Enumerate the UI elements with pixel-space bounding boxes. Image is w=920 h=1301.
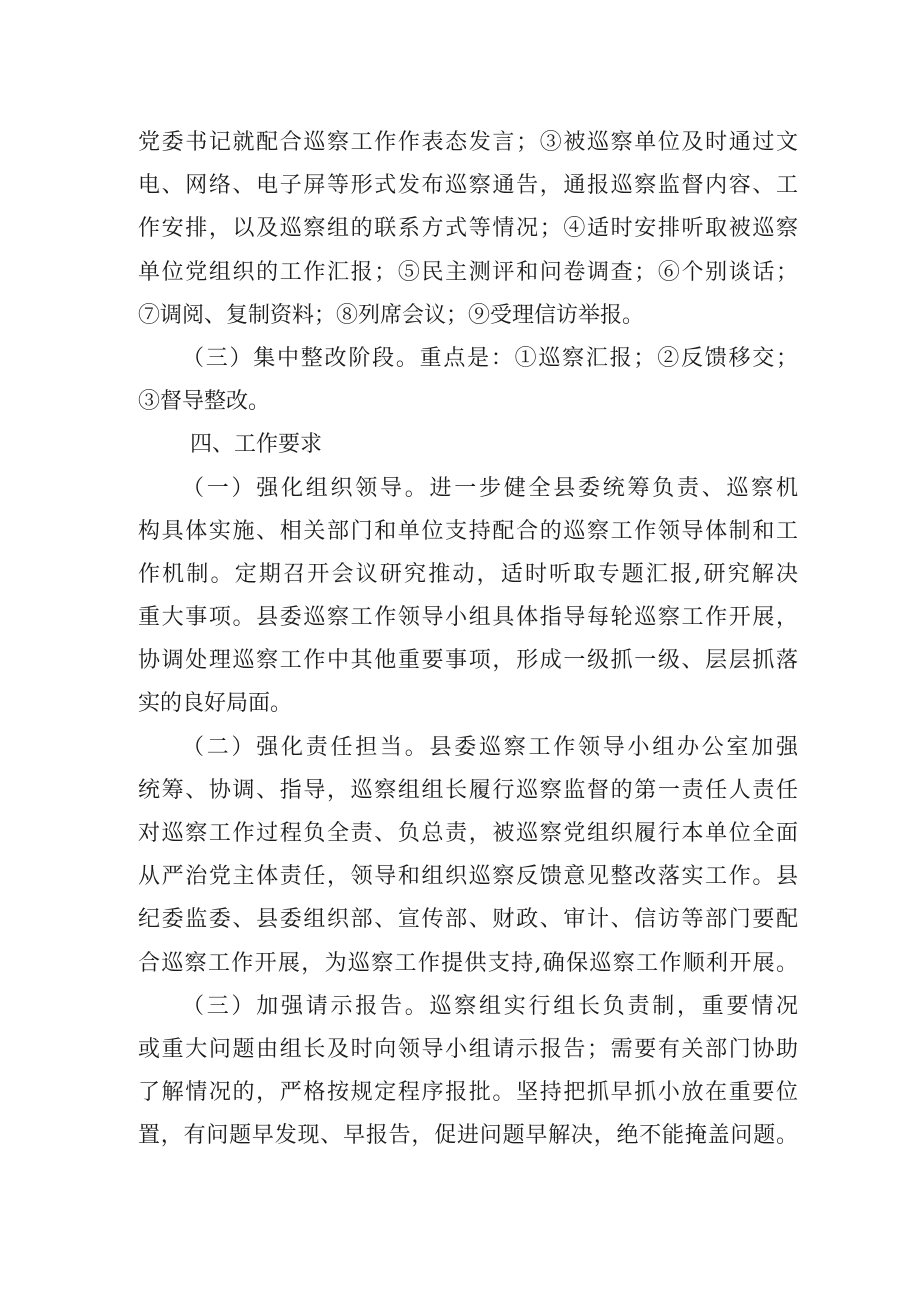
paragraph-line: 作机制。定期召开会议研究推动，适时听取专题汇报,研究解决: [138, 561, 798, 587]
paragraph-line: 统筹、协调、指导，巡察组组长履行巡察监督的第一责任人责任: [138, 777, 798, 803]
paragraph-line: 从严治党主体责任，领导和组织巡察反馈意见整改落实工作。县: [138, 864, 798, 890]
paragraph-line: 党委书记就配合巡察工作作表态发言；③被巡察单位及时通过文: [138, 130, 798, 155]
paragraph-line: ⑦调阅、复制资料；⑧列席会议；⑨受理信访举报。: [138, 302, 645, 328]
paragraph-line: 纪委监委、县委组织部、宣传部、财政、审计、信访等部门要配: [138, 907, 798, 933]
paragraph-line: （一）强化组织领导。进一步健全县委统筹负责、巡察机: [182, 475, 798, 501]
paragraph-line: 了解情况的，严格按规定程序报批。坚持把抓早抓小放在重要位: [138, 1080, 798, 1106]
section-heading: 四、工作要求: [190, 432, 323, 458]
paragraph-line: 作安排，以及巡察组的联系方式等情况；④适时安排听取被巡察: [138, 216, 798, 242]
paragraph-line: 协调处理巡察工作中其他重要事项，形成一级抓一级、层层抓落: [138, 648, 798, 674]
paragraph-line: ③督导整改。: [138, 389, 271, 415]
paragraph-line: 电、网络、电子屏等形式发布巡察通告，通报巡察监督内容、工: [138, 173, 798, 199]
paragraph-line: （三）加强请示报告。巡察组实行组长负责制，重要情况: [182, 993, 798, 1019]
paragraph-line: 实的良好局面。: [138, 691, 293, 717]
paragraph-line: 合巡察工作开展，为巡察工作提供支持,确保巡察工作顺利开展。: [138, 950, 798, 976]
paragraph-line: 单位党组织的工作汇报；⑤民主测评和问卷调查；⑥个别谈话；: [138, 259, 798, 285]
paragraph-line: 或重大问题由组长及时向领导小组请示报告；需要有关部门协助: [138, 1036, 798, 1062]
document-body: [138, 121, 798, 1158]
paragraph-line: 重大事项。县委巡察工作领导小组具体指导每轮巡察工作开展，: [138, 605, 798, 631]
paragraph-line: 置，有问题早发现、早报告，促进问题早解决，绝不能掩盖问题。: [138, 1123, 798, 1149]
paragraph-line: 对巡察工作过程负全责、负总责，被巡察党组织履行本单位全面: [138, 821, 798, 846]
paragraph-line: 构具体实施、相关部门和单位支持配合的巡察工作领导体制和工: [138, 518, 798, 544]
paragraph-line: （二）强化责任担当。县委巡察工作领导小组办公室加强: [182, 734, 798, 760]
paragraph-line: （三）集中整改阶段。重点是：①巡察汇报；②反馈移交；: [182, 345, 798, 371]
